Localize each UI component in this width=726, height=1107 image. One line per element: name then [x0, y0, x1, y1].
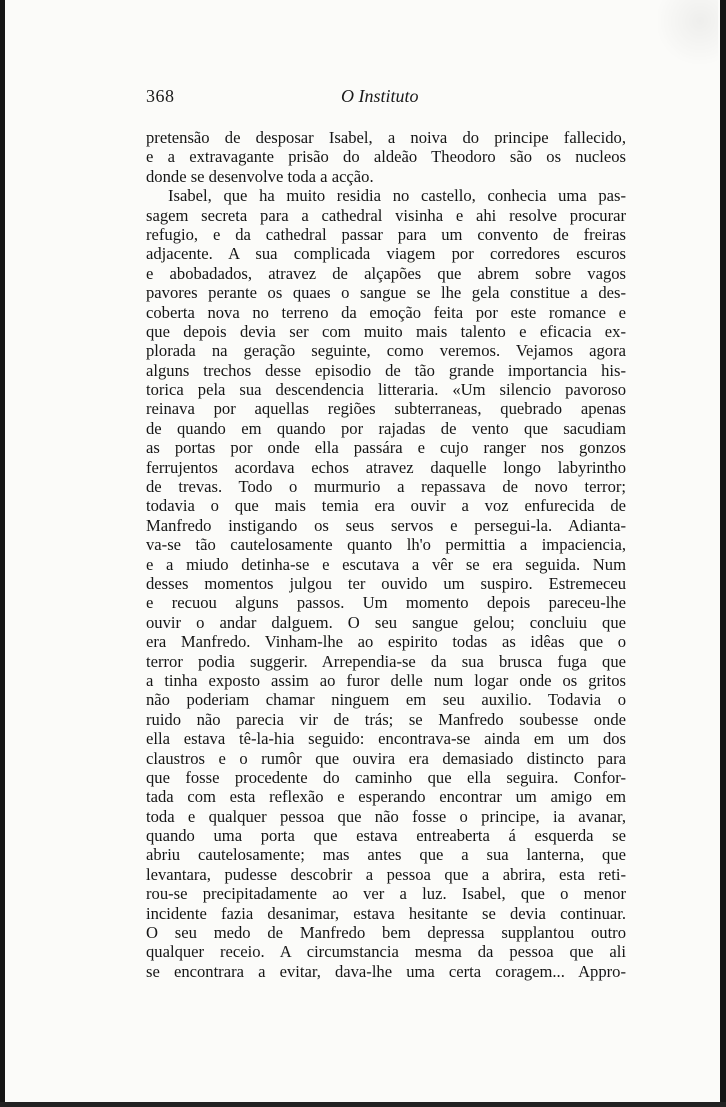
body-text — [146, 128, 626, 981]
text-line: refugio, e da cathedral passar para um convento de freiras — [146, 224, 626, 244]
text-line: ouvir o andar dalguem. O seu sangue gelou; concluiu que — [146, 612, 626, 632]
text-line: pretensão de desposar Isabel, a noiva do principe fallecido, — [146, 128, 626, 147]
journal-title: O Instituto — [341, 86, 419, 106]
text-line: quando uma porta que estava entreaberta á esquerda se — [146, 826, 626, 846]
text-line: as portas por onde ella passára e cujo ranger nos gonzos — [146, 438, 626, 458]
scan-border-right — [720, 0, 726, 1107]
text-line: que fosse procedente do caminho que ella seguira. Confor- — [146, 767, 626, 787]
text-line: rou-se precipitadamente ao ver a luz. Isabel, que o menor — [146, 884, 626, 904]
text-line: pavores perante os quaes o sangue se lhe gela constitue a des- — [146, 283, 626, 303]
text-line: torica pela sua descendencia litteraria. «Um silencio pavoroso — [146, 380, 626, 400]
text-line: e abobadados, atravez de alçapões que abrem sobre vagos — [146, 263, 626, 283]
text-line: terror podia suggerir. Arrependia-se da sua brusca fuga que — [146, 651, 626, 671]
text-line: ella estava tê-la-hia seguido: encontrava-se ainda em um dos — [146, 729, 626, 749]
text-line: todavia o que mais temia era ouvir a voz enfurecida de — [146, 496, 626, 516]
text-line: a tinha exposto assim ao furor delle num logar onde os gritos — [146, 670, 626, 690]
text-line: que depois devia ser com muito mais talento e eficacia ex- — [146, 321, 626, 341]
text-line: va-se tão cautelosamente quanto lh'o permittia a impaciencia, — [146, 535, 626, 555]
text-line: ruido não parecia vir de trás; se Manfredo soubesse onde — [146, 709, 626, 729]
text-line: Isabel, que ha muito residia no castello, conhecia uma pas- — [168, 186, 626, 206]
text-line: e a extravagante prisão do aldeão Theodoro são os nucleos — [146, 147, 626, 167]
text-line: tada com esta reflexão e esperando encontrar um amigo em — [146, 787, 626, 807]
text-line: de quando em quando por rajadas de vento que sacudiam — [146, 418, 626, 438]
text-line: adjacente. A sua complicada viagem por corredores escuros — [146, 244, 626, 264]
paper-stain — [658, 0, 718, 70]
text-line: alguns trechos desse episodio de tão grande importancia his- — [146, 360, 626, 380]
text-line: coberta nova no terreno da emoção feita por este romance e — [146, 302, 626, 322]
text-line: sagem secreta para a cathedral visinha e ahi resolve procurar — [146, 205, 626, 225]
text-line: de trevas. Todo o murmurio a repassava de novo terror; — [146, 477, 626, 497]
text-line: donde se desenvolve toda a acção. — [146, 166, 374, 186]
text-line: era Manfredo. Vinham-lhe ao espirito todas as idêas que o — [146, 632, 626, 652]
scan-border-bottom — [0, 1102, 726, 1107]
text-line: toda e qualquer pessoa que não fosse o principe, ia avanar, — [146, 806, 626, 826]
text-line: plorada na geração seguinte, como veremos. Vejamos agora — [146, 341, 626, 361]
text-line: ferrujentos acordava echos atravez daquelle longo labyrintho — [146, 457, 626, 477]
page-number: 368 — [146, 86, 175, 106]
text-line: não poderiam chamar ninguem em seu auxilio. Todavia o — [146, 690, 626, 710]
text-line: reinava por aquellas regiões subterraneas, quebrado apenas — [146, 399, 626, 419]
text-line: qualquer receio. A circumstancia mesma da pessoa que ali — [146, 942, 626, 962]
scan-border-left — [0, 0, 5, 1107]
text-line: se encontrara a evitar, dava-lhe uma certa coragem... Appro- — [146, 961, 626, 981]
text-line: incidente fazia desanimar, estava hesitante se devia continuar. — [146, 903, 626, 923]
text-line: Manfredo instigando os seus servos e persegui-la. Adianta- — [146, 515, 626, 535]
running-head — [146, 86, 626, 110]
text-line: abriu cautelosamente; mas antes que a sua lanterna, que — [146, 845, 626, 865]
text-line: claustros e o rumôr que ouvira era demasiado distincto para — [146, 748, 626, 768]
text-line: desses momentos julgou ter ouvido um suspiro. Estremeceu — [146, 573, 626, 593]
text-line: levantara, pudesse descobrir a pessoa que a abrira, esta reti- — [146, 864, 626, 884]
text-line: e a miudo detinha-se e escutava a vêr se era seguida. Num — [146, 554, 626, 574]
text-line: e recuou alguns passos. Um momento depois pareceu-lhe — [146, 593, 626, 613]
text-line: O seu medo de Manfredo bem depressa supplantou outro — [146, 923, 626, 943]
